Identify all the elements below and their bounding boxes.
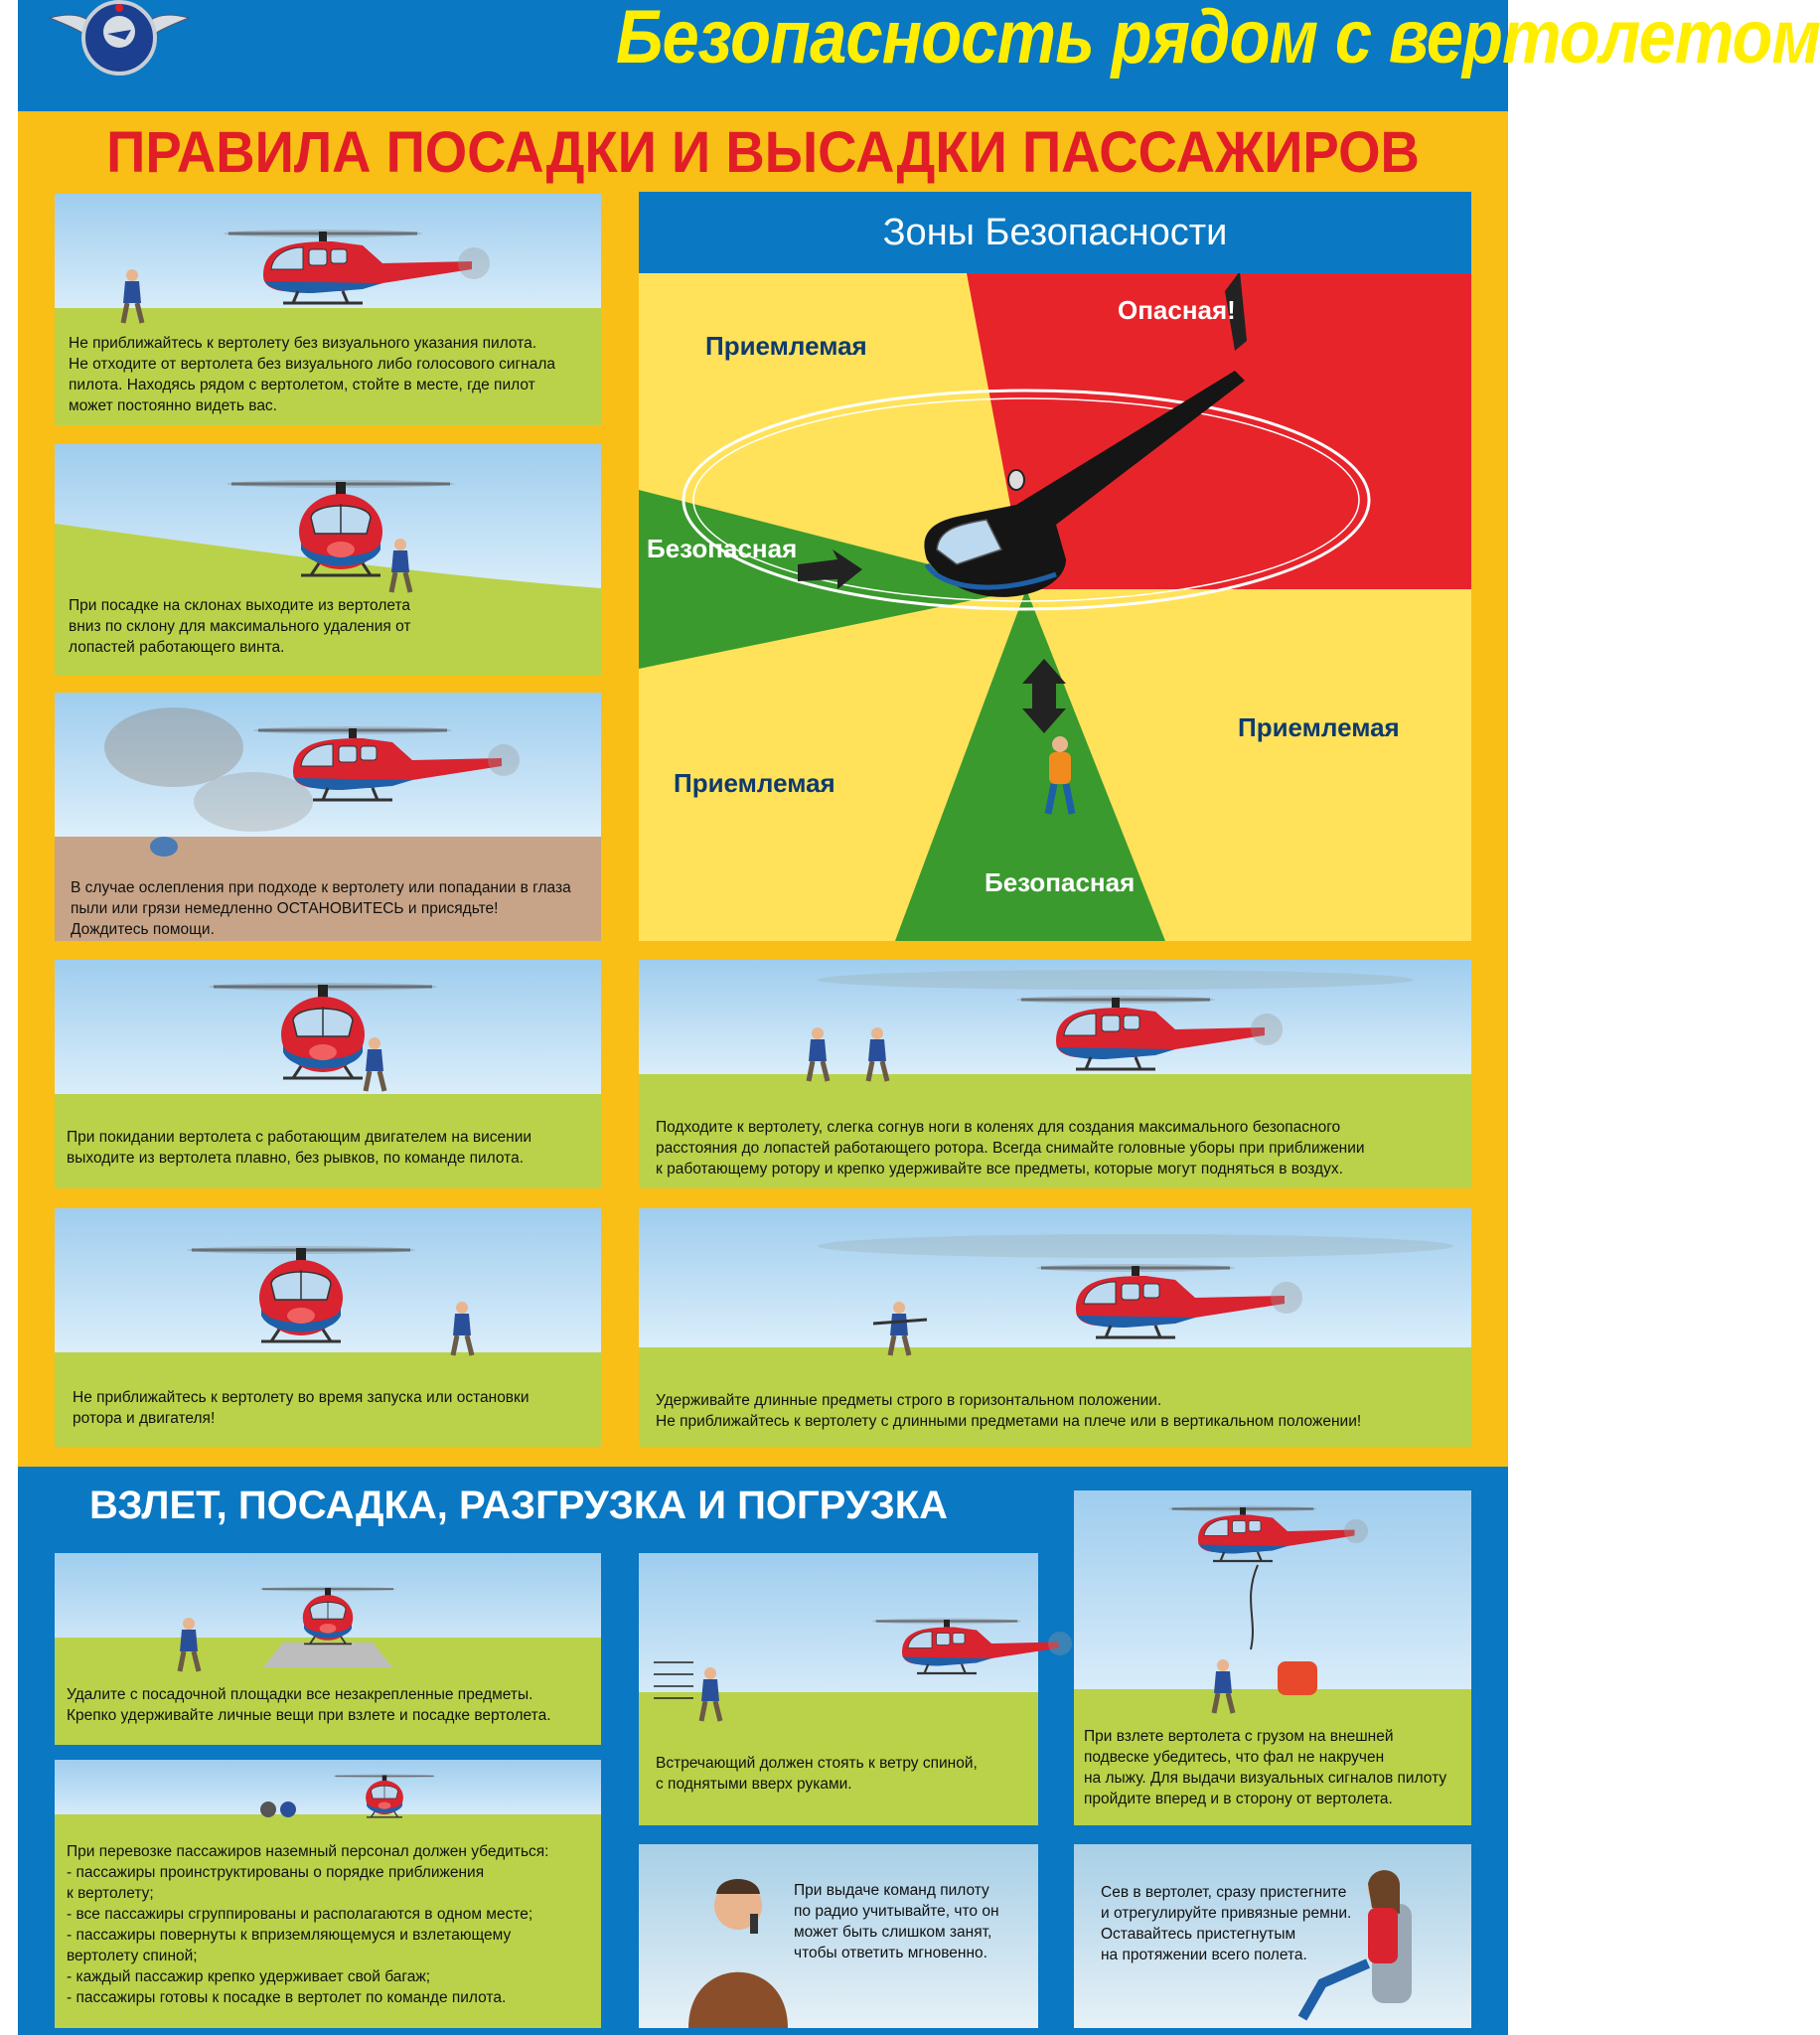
caption-text: В случае ослепления при подходе к вертолету или попадании в глаза пыли или грязи немедленно ОСТАНОВИТЕСЬ и присядьте! Дождитесь помощи. — [71, 879, 571, 938]
caption-text: При взлете вертолета с грузом на внешней подвеске убедитесь, что фал не накручен на лыжу. Для выдачи визуальных сигналов пилоту пройдите вперед и в сторону от вертолета. — [1084, 1728, 1447, 1807]
zone-label-acceptable-left-top: Приемлемая — [705, 331, 867, 361]
caption-text: Встречающий должен стоять к ветру спиной, с поднятыми вверх руками. — [656, 1755, 978, 1793]
scene-illustration — [55, 1553, 601, 1672]
rule-panel-hover-exit — [55, 960, 601, 1188]
loading-panel-seatbelt — [1074, 1844, 1471, 2028]
scene-illustration — [55, 960, 601, 1104]
scene-illustration — [639, 1208, 1471, 1357]
section2-title: ВЗЛЕТ, ПОСАДКА, РАЗГРУЗКА И ПОГРУЗКА — [89, 1484, 949, 1527]
caption-text: Не приближайтесь к вертолету без визуального указания пилота. Не отходите от вертолета без визуального либо голосового сигнала пилота. Находясь рядом с вертолетом, стойте в месте, где пилот может постоянно видеть вас. — [69, 335, 556, 414]
zone-label-acceptable-right: Приемлемая — [1238, 712, 1400, 742]
zone-label-acceptable-left-bottom: Приемлемая — [674, 768, 835, 798]
rule-panel-dust — [55, 693, 601, 941]
scene-illustration — [55, 1208, 601, 1362]
loading-panel-clear-pad — [55, 1553, 601, 1745]
caption-text: При посадке на склонах выходите из вертолета вниз по склону для максимального удаления от лопастей работающего винта. — [69, 597, 411, 656]
rule-panel-startup — [55, 1208, 601, 1447]
caption-text: Не приближайтесь к вертолету во время запуска или остановки ротора и двигателя! — [73, 1389, 530, 1427]
caption-text: При перевозке пассажиров наземный персонал должен убедиться: - пассажиры проинструктированы о порядке приближения к вертолету; - все пассажиры сгруппированы и располагаются в одном месте; - пассажиры повернуты к вприземляющемуся и взлетающему вертолету спиной; - каждый пассажир крепко удерживает свой багаж; - пассажиры готовы к посадке в вертолет по команде пилота. — [67, 1843, 549, 2006]
section1-title: ПРАВИЛА ПОСАДКИ И ВЫСАДКИ ПАССАЖИРОВ — [106, 120, 1420, 185]
rule-panel-crouch-approach — [639, 960, 1471, 1188]
zones-graphic — [639, 192, 1471, 941]
caption-text: Сев в вертолет, сразу пристегните и отрегулируйте привязные ремни. Оставайтесь пристегнутым на протяжении всего полета. — [1101, 1884, 1352, 1963]
club-logo — [50, 0, 189, 89]
scene-illustration — [1074, 1490, 1471, 1714]
scene-illustration — [55, 194, 601, 323]
scene-illustration — [639, 1553, 1038, 1722]
loading-panel-passengers — [55, 1760, 601, 2028]
caption-text: При покидании вертолета с работающим двигателем на висении выходите из вертолета плавно, без рывков, по команде пилота. — [67, 1129, 532, 1167]
zone-label-safe-bottom: Безопасная — [985, 867, 1136, 897]
rule-panel-slope — [55, 444, 601, 676]
caption-text: Подходите к вертолету, слегка согнув ноги в коленях для создания максимального безопасного расстояния до лопастей работающего ротора. Всегда снимайте головные уборы при приближении к работающему ротору и крепко удерживайте все предметы, которые могут подняться в воздух. — [656, 1119, 1365, 1177]
rule-panel-approach-signal — [55, 194, 601, 425]
scene-illustration — [55, 1760, 601, 1824]
safety-zones-diagram — [639, 192, 1471, 941]
poster-title: Безопасность рядом с вертолетом — [616, 0, 1820, 79]
loading-panel-radio — [639, 1844, 1038, 2028]
scene-illustration — [55, 693, 601, 861]
caption-text: При выдаче команд пилоту по радио учитывайте, что он может быть слишком занят, чтобы ответить мгновенно. — [794, 1882, 999, 1961]
loading-panel-wind — [639, 1553, 1038, 1825]
zone-label-safe-left: Безопасная — [647, 534, 798, 563]
scene-illustration — [55, 444, 601, 603]
scene-illustration — [639, 960, 1471, 1084]
zone-label-danger: Опасная! — [1118, 295, 1236, 325]
zones-title: Зоны Безопасности — [639, 192, 1471, 273]
caption-text: Удерживайте длинные предметы строго в горизонтальном положении. Не приближайтесь к вертолету с длинными предметами на плече или в вертикальном положении! — [656, 1392, 1362, 1430]
loading-panel-sling — [1074, 1490, 1471, 1825]
rule-panel-long-objects — [639, 1208, 1471, 1447]
caption-text: Удалите с посадочной площадки все незакрепленные предметы. Крепко удерживайте личные вещи при взлете и посадке вертолета. — [67, 1686, 551, 1724]
